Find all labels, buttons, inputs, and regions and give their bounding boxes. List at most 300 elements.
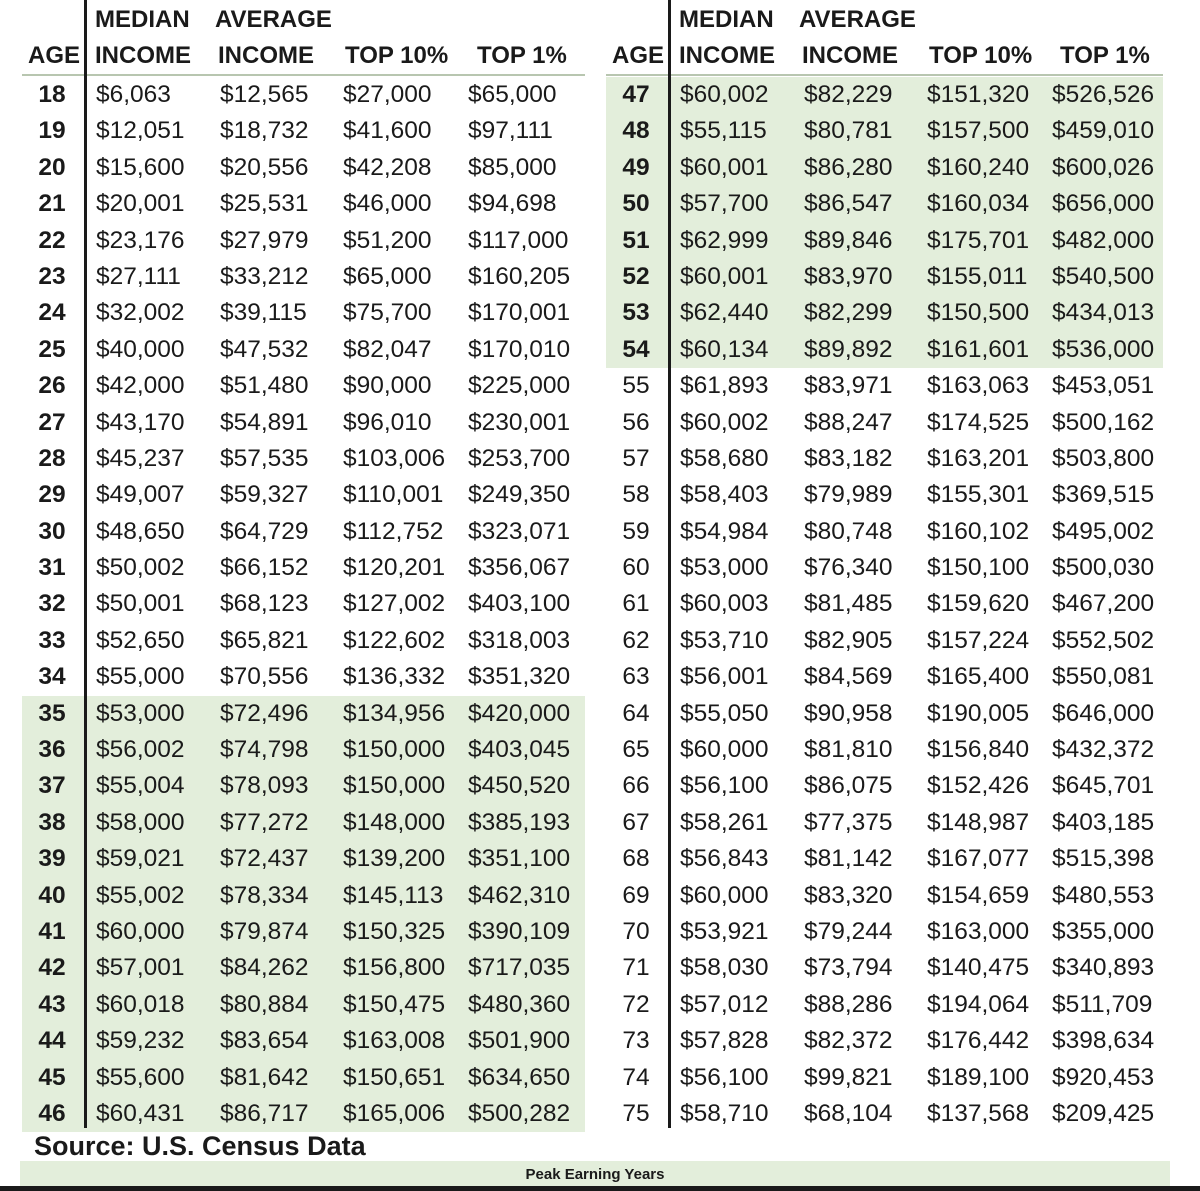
cell-top10: $150,651 xyxy=(343,1063,446,1091)
cell-median: $58,403 xyxy=(680,481,769,509)
table-row xyxy=(22,550,585,586)
cell-average: $89,892 xyxy=(804,335,893,363)
table-row xyxy=(606,623,1163,659)
cell-top1: $526,526 xyxy=(1052,81,1155,108)
cell-median: $55,050 xyxy=(680,699,769,727)
table-row xyxy=(22,805,585,841)
table-row xyxy=(606,696,1163,732)
table-row xyxy=(606,332,1163,368)
cell-age: 22 xyxy=(38,226,66,254)
header-average-top: AVERAGE xyxy=(215,6,332,33)
right-table-body xyxy=(606,77,1163,1132)
cell-median: $54,984 xyxy=(680,517,769,545)
table-row xyxy=(22,113,585,149)
cell-average: $79,874 xyxy=(220,917,309,945)
cell-median: $58,030 xyxy=(680,954,769,982)
cell-age: 31 xyxy=(38,554,66,582)
left-income-table xyxy=(22,0,585,1127)
cell-top10: $175,701 xyxy=(927,226,1030,254)
cell-median: $60,000 xyxy=(96,917,185,945)
cell-median: $61,893 xyxy=(680,372,769,400)
table-row xyxy=(606,223,1163,259)
cell-age: 27 xyxy=(38,408,66,436)
cell-average: $81,142 xyxy=(804,845,893,873)
age-column-divider xyxy=(84,0,87,1128)
table-row xyxy=(606,77,1163,113)
cell-average: $77,375 xyxy=(804,808,893,836)
cell-median: $23,176 xyxy=(96,226,185,254)
header-average-top: AVERAGE xyxy=(799,6,916,33)
cell-median: $53,921 xyxy=(680,917,769,945)
cell-top1: $403,100 xyxy=(468,590,571,618)
table-row xyxy=(22,186,585,222)
cell-median: $56,100 xyxy=(680,1063,769,1091)
cell-median: $53,710 xyxy=(680,626,769,654)
cell-average: $81,642 xyxy=(220,1063,309,1091)
cell-average: $68,123 xyxy=(220,590,309,618)
cell-average: $86,547 xyxy=(804,190,893,218)
header-divider xyxy=(22,74,585,76)
cell-median: $56,843 xyxy=(680,845,769,873)
cell-top10: $137,568 xyxy=(927,1099,1030,1127)
table-row xyxy=(22,150,585,186)
table-row xyxy=(606,768,1163,804)
cell-age: 67 xyxy=(622,808,650,836)
cell-top1: $656,000 xyxy=(1052,190,1155,218)
left-table-body xyxy=(22,77,585,1132)
cell-top1: $398,634 xyxy=(1052,1027,1155,1055)
cell-top1: $536,000 xyxy=(1052,335,1155,363)
cell-average: $64,729 xyxy=(220,517,309,545)
cell-top1: $600,026 xyxy=(1052,153,1155,181)
peak-earning-years-label: Peak Earning Years xyxy=(525,1166,665,1183)
source-note: Source: U.S. Census Data xyxy=(34,1131,366,1161)
cell-top10: $157,224 xyxy=(927,626,1030,654)
cell-age: 20 xyxy=(38,153,66,181)
cell-average: $82,372 xyxy=(804,1027,893,1055)
cell-top1: $459,010 xyxy=(1052,117,1155,145)
cell-median: $15,600 xyxy=(96,153,185,181)
cell-top10: $150,325 xyxy=(343,917,446,945)
cell-top10: $156,840 xyxy=(927,736,1030,764)
cell-top1: $500,282 xyxy=(468,1099,571,1127)
cell-average: $54,891 xyxy=(220,408,309,436)
cell-top10: $145,113 xyxy=(343,881,444,909)
table-row xyxy=(606,914,1163,950)
header-median-top: MEDIAN xyxy=(95,6,190,33)
cell-top1: $500,162 xyxy=(1052,408,1155,436)
cell-age: 58 xyxy=(622,481,650,509)
cell-median: $57,012 xyxy=(680,990,769,1018)
cell-median: $57,001 xyxy=(96,954,185,982)
table-row xyxy=(606,805,1163,841)
cell-top10: $159,620 xyxy=(927,590,1030,618)
cell-top10: $151,320 xyxy=(927,81,1030,108)
cell-age: 53 xyxy=(622,299,650,327)
cell-median: $49,007 xyxy=(96,481,185,509)
cell-median: $58,261 xyxy=(680,808,769,836)
cell-age: 34 xyxy=(38,663,66,691)
cell-average: $47,532 xyxy=(220,335,309,363)
cell-average: $84,262 xyxy=(220,954,309,982)
cell-top1: $403,185 xyxy=(1052,808,1155,836)
cell-top10: $127,002 xyxy=(343,590,446,618)
cell-average: $86,717 xyxy=(220,1099,309,1127)
cell-age: 21 xyxy=(38,190,66,218)
cell-top10: $65,000 xyxy=(343,262,432,290)
cell-median: $48,650 xyxy=(96,517,185,545)
cell-median: $55,115 xyxy=(680,117,767,145)
cell-top10: $75,700 xyxy=(343,299,432,327)
cell-age: 36 xyxy=(38,736,66,764)
cell-average: $82,299 xyxy=(804,299,893,327)
cell-age: 56 xyxy=(622,408,650,436)
header-divider xyxy=(606,74,1163,76)
cell-average: $77,272 xyxy=(220,808,309,836)
cell-average: $88,286 xyxy=(804,990,893,1018)
cell-top10: $189,100 xyxy=(927,1063,1030,1091)
header-top1: TOP 1% xyxy=(1060,42,1150,69)
cell-average: $82,905 xyxy=(804,626,893,654)
cell-top10: $139,200 xyxy=(343,845,446,873)
cell-top10: $136,332 xyxy=(343,663,446,691)
cell-top1: $920,453 xyxy=(1052,1063,1155,1091)
cell-age: 24 xyxy=(38,299,66,327)
cell-top10: $163,000 xyxy=(927,917,1030,945)
age-column-divider xyxy=(668,0,671,1128)
cell-top10: $41,600 xyxy=(343,117,432,145)
cell-average: $83,970 xyxy=(804,262,893,290)
cell-age: 49 xyxy=(622,153,650,181)
cell-median: $62,440 xyxy=(680,299,769,327)
cell-age: 66 xyxy=(622,772,650,800)
cell-top10: $155,011 xyxy=(927,262,1028,290)
cell-median: $62,999 xyxy=(680,226,769,254)
cell-top10: $27,000 xyxy=(343,81,432,108)
cell-average: $76,340 xyxy=(804,554,893,582)
cell-top10: $150,000 xyxy=(343,736,446,764)
cell-top1: $351,100 xyxy=(468,845,571,873)
cell-age: 39 xyxy=(38,845,66,873)
cell-median: $60,002 xyxy=(680,408,769,436)
cell-average: $73,794 xyxy=(804,954,893,982)
cell-median: $6,063 xyxy=(96,81,171,108)
table-row xyxy=(22,477,585,513)
cell-age: 38 xyxy=(38,808,66,836)
cell-age: 71 xyxy=(622,954,650,982)
cell-median: $20,001 xyxy=(96,190,185,218)
table-row xyxy=(22,623,585,659)
cell-average: $33,212 xyxy=(220,262,309,290)
cell-top1: $646,000 xyxy=(1052,699,1155,727)
cell-top10: $163,063 xyxy=(927,372,1030,400)
cell-average: $78,093 xyxy=(220,772,309,800)
cell-top10: $157,500 xyxy=(927,117,1030,145)
cell-average: $83,182 xyxy=(804,444,893,472)
cell-age: 48 xyxy=(622,117,650,145)
cell-age: 59 xyxy=(622,517,650,545)
left-table-header xyxy=(22,0,585,76)
cell-top10: $120,201 xyxy=(343,554,446,582)
cell-top1: $482,000 xyxy=(1052,226,1155,254)
table-row xyxy=(606,405,1163,441)
cell-top10: $140,475 xyxy=(927,954,1030,982)
cell-top1: $634,650 xyxy=(468,1063,571,1091)
cell-average: $74,798 xyxy=(220,736,309,764)
cell-average: $59,327 xyxy=(220,481,309,509)
cell-top10: $163,201 xyxy=(927,444,1030,472)
cell-top1: $450,520 xyxy=(468,772,571,800)
table-row xyxy=(22,1060,585,1096)
cell-average: $18,732 xyxy=(220,117,309,145)
table-row xyxy=(606,732,1163,768)
table-row xyxy=(606,113,1163,149)
cell-median: $58,680 xyxy=(680,444,769,472)
cell-average: $83,654 xyxy=(220,1027,309,1055)
cell-top1: $209,425 xyxy=(1052,1099,1155,1127)
cell-average: $51,480 xyxy=(220,372,309,400)
cell-median: $57,700 xyxy=(680,190,769,218)
cell-average: $99,821 xyxy=(804,1063,893,1091)
cell-top1: $249,350 xyxy=(468,481,571,509)
cell-age: 18 xyxy=(38,81,66,108)
cell-top10: $134,956 xyxy=(343,699,446,727)
table-row xyxy=(22,259,585,295)
cell-top1: $253,700 xyxy=(468,444,571,472)
cell-top10: $156,800 xyxy=(343,954,446,982)
cell-average: $72,437 xyxy=(220,845,309,873)
cell-average: $80,781 xyxy=(804,117,893,145)
cell-top10: $154,659 xyxy=(927,881,1030,909)
cell-median: $32,002 xyxy=(96,299,185,327)
cell-top10: $155,301 xyxy=(927,481,1030,509)
right-income-table xyxy=(606,0,1163,1127)
cell-top10: $190,005 xyxy=(927,699,1030,727)
cell-average: $81,810 xyxy=(804,736,893,764)
header-median-bottom: INCOME xyxy=(679,42,775,69)
cell-age: 23 xyxy=(38,262,66,290)
cell-median: $60,001 xyxy=(680,153,769,181)
cell-top1: $230,001 xyxy=(468,408,571,436)
table-row xyxy=(606,1060,1163,1096)
cell-median: $50,002 xyxy=(96,554,185,582)
cell-top10: $148,987 xyxy=(927,808,1030,836)
cell-age: 45 xyxy=(38,1063,66,1091)
cell-age: 68 xyxy=(622,845,650,873)
cell-age: 69 xyxy=(622,881,650,909)
cell-top10: $112,752 xyxy=(343,517,444,545)
cell-top10: $167,077 xyxy=(927,845,1030,873)
cell-median: $42,000 xyxy=(96,372,185,400)
cell-average: $90,958 xyxy=(804,699,893,727)
cell-top1: $420,000 xyxy=(468,699,571,727)
cell-average: $66,152 xyxy=(220,554,309,582)
cell-average: $57,535 xyxy=(220,444,309,472)
cell-median: $60,002 xyxy=(680,81,769,108)
cell-top10: $122,602 xyxy=(343,626,446,654)
header-age: AGE xyxy=(28,42,81,69)
cell-age: 30 xyxy=(38,517,66,545)
cell-top1: $480,553 xyxy=(1052,881,1155,909)
cell-age: 64 xyxy=(622,699,650,727)
cell-median: $56,001 xyxy=(680,663,769,691)
cell-top1: $511,709 xyxy=(1052,990,1153,1018)
cell-median: $27,111 xyxy=(96,262,181,290)
cell-top10: $96,010 xyxy=(343,408,432,436)
cell-age: 26 xyxy=(38,372,66,400)
cell-age: 55 xyxy=(622,372,650,400)
cell-top10: $148,000 xyxy=(343,808,446,836)
cell-median: $55,000 xyxy=(96,663,185,691)
cell-age: 72 xyxy=(622,990,650,1018)
cell-average: $79,244 xyxy=(804,917,893,945)
table-row xyxy=(606,441,1163,477)
table-row xyxy=(606,295,1163,331)
table-row xyxy=(22,1023,585,1059)
cell-median: $55,004 xyxy=(96,772,185,800)
cell-age: 54 xyxy=(622,335,650,363)
table-row xyxy=(606,368,1163,404)
cell-top1: $340,893 xyxy=(1052,954,1155,982)
header-top10: TOP 10% xyxy=(929,42,1033,69)
right-table-header xyxy=(606,0,1163,76)
table-row xyxy=(22,914,585,950)
cell-median: $45,237 xyxy=(96,444,185,472)
cell-top1: $552,502 xyxy=(1052,626,1155,654)
cell-top10: $150,475 xyxy=(343,990,446,1018)
table-row xyxy=(606,841,1163,877)
cell-age: 61 xyxy=(622,590,650,618)
header-median-bottom: INCOME xyxy=(95,42,191,69)
cell-age: 32 xyxy=(38,590,66,618)
table-row xyxy=(22,987,585,1023)
cell-top10: $150,500 xyxy=(927,299,1030,327)
cell-average: $80,884 xyxy=(220,990,309,1018)
cell-top10: $174,525 xyxy=(927,408,1030,436)
cell-top10: $152,426 xyxy=(927,772,1030,800)
cell-top10: $150,100 xyxy=(927,554,1030,582)
cell-top10: $42,208 xyxy=(343,153,432,181)
cell-top10: $160,102 xyxy=(927,517,1030,545)
table-row xyxy=(606,259,1163,295)
cell-median: $60,003 xyxy=(680,590,769,618)
cell-top1: $160,205 xyxy=(468,262,571,290)
cell-top1: $318,003 xyxy=(468,626,571,654)
cell-top1: $369,515 xyxy=(1052,481,1155,509)
cell-median: $56,002 xyxy=(96,736,185,764)
cell-top1: $645,701 xyxy=(1052,772,1155,800)
cell-top10: $165,400 xyxy=(927,663,1030,691)
cell-average: $88,247 xyxy=(804,408,893,436)
cell-top1: $65,000 xyxy=(468,81,557,108)
cell-median: $60,431 xyxy=(96,1099,185,1127)
cell-top1: $403,045 xyxy=(468,736,571,764)
cell-age: 63 xyxy=(622,663,650,691)
cell-top1: $356,067 xyxy=(468,554,571,582)
table-row xyxy=(606,186,1163,222)
cell-top10: $160,034 xyxy=(927,190,1030,218)
cell-top1: $385,193 xyxy=(468,808,571,836)
cell-top1: $480,360 xyxy=(468,990,571,1018)
table-row xyxy=(22,768,585,804)
cell-average: $65,821 xyxy=(220,626,309,654)
cell-top1: $467,200 xyxy=(1052,590,1155,618)
cell-median: $53,000 xyxy=(96,699,185,727)
cell-top1: $225,000 xyxy=(468,372,571,400)
header-top1: TOP 1% xyxy=(477,42,567,69)
cell-top1: $323,071 xyxy=(468,517,571,545)
cell-top10: $161,601 xyxy=(927,335,1030,363)
cell-top10: $194,064 xyxy=(927,990,1030,1018)
peak-legend-band xyxy=(20,1161,1170,1186)
table-row xyxy=(606,1096,1163,1132)
cell-age: 44 xyxy=(38,1027,66,1055)
cell-top1: $500,030 xyxy=(1052,554,1155,582)
cell-age: 62 xyxy=(622,626,650,654)
cell-age: 46 xyxy=(38,1099,66,1127)
cell-top1: $170,010 xyxy=(468,335,571,363)
cell-top10: $150,000 xyxy=(343,772,446,800)
cell-median: $43,170 xyxy=(96,408,185,436)
cell-average: $68,104 xyxy=(804,1099,893,1127)
table-row xyxy=(606,950,1163,986)
table-row xyxy=(606,514,1163,550)
cell-age: 60 xyxy=(622,554,650,582)
cell-top1: $170,001 xyxy=(468,299,571,327)
cell-top1: $434,013 xyxy=(1052,299,1155,327)
table-row xyxy=(606,477,1163,513)
cell-top10: $46,000 xyxy=(343,190,432,218)
cell-average: $82,229 xyxy=(804,81,893,108)
cell-average: $86,280 xyxy=(804,153,893,181)
cell-top1: $495,002 xyxy=(1052,517,1155,545)
cell-average: $27,979 xyxy=(220,226,309,254)
table-row xyxy=(606,659,1163,695)
cell-median: $60,000 xyxy=(680,881,769,909)
cell-median: $60,018 xyxy=(96,990,185,1018)
cell-top10: $51,200 xyxy=(343,226,432,254)
cell-top1: $453,051 xyxy=(1052,372,1155,400)
cell-top1: $85,000 xyxy=(468,153,557,181)
cell-age: 43 xyxy=(38,990,66,1018)
cell-median: $60,001 xyxy=(680,262,769,290)
table-row xyxy=(606,987,1163,1023)
cell-age: 52 xyxy=(622,262,650,290)
cell-top10: $110,001 xyxy=(343,481,444,509)
table-row xyxy=(22,586,585,622)
cell-median: $52,650 xyxy=(96,626,185,654)
cell-age: 51 xyxy=(622,226,650,254)
table-row xyxy=(22,514,585,550)
cell-age: 73 xyxy=(622,1027,650,1055)
table-row xyxy=(22,950,585,986)
cell-median: $60,134 xyxy=(680,335,769,363)
cell-average: $20,556 xyxy=(220,153,309,181)
cell-age: 28 xyxy=(38,444,66,472)
table-row xyxy=(22,77,585,113)
cell-average: $86,075 xyxy=(804,772,893,800)
header-average-bottom: INCOME xyxy=(218,42,314,69)
table-row xyxy=(606,878,1163,914)
cell-top1: $94,698 xyxy=(468,190,557,218)
cell-top10: $163,008 xyxy=(343,1027,446,1055)
cell-age: 75 xyxy=(622,1099,650,1127)
cell-top10: $176,442 xyxy=(927,1027,1030,1055)
table-row xyxy=(606,150,1163,186)
cell-top10: $90,000 xyxy=(343,372,432,400)
cell-average: $25,531 xyxy=(220,190,309,218)
cell-top1: $390,109 xyxy=(468,917,571,945)
